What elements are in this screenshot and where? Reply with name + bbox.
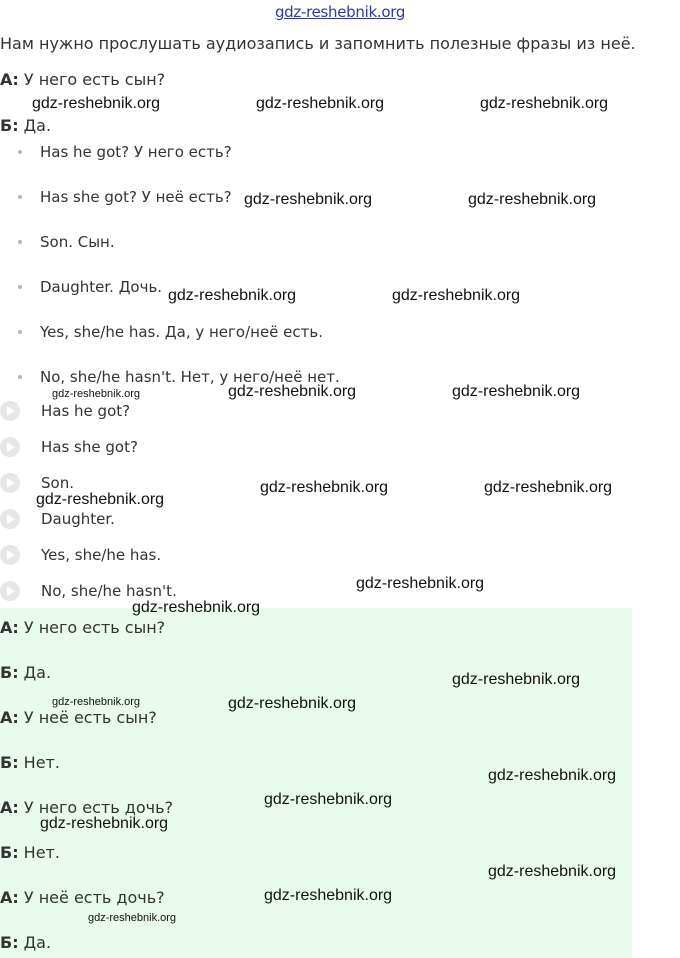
watermark: gdz-reshebnik.org [264, 791, 393, 808]
watermark: gdz-reshebnik.org [40, 815, 169, 832]
play-icon[interactable] [0, 509, 20, 529]
play-icon[interactable] [0, 545, 20, 565]
dialog-text: Да. [18, 116, 52, 135]
watermark: gdz-reshebnik.org [52, 388, 141, 400]
watermark: gdz-reshebnik.org [452, 671, 581, 688]
speaker-label: А: [0, 708, 19, 727]
audio-item [0, 401, 300, 423]
dialog-text: Да. [18, 933, 52, 952]
bullet-icon [18, 375, 22, 379]
watermark: gdz-reshebnik.org [228, 383, 357, 400]
bullet-icon [18, 285, 22, 289]
phrase-list-item [18, 188, 232, 206]
phrase-text: Has she got? У неё есть? [40, 188, 232, 206]
site-header-link[interactable]: gdz-reshebnik.org [274, 3, 406, 21]
dialog-text: Нет. [18, 753, 60, 772]
phrase-list-item [18, 143, 232, 161]
play-icon[interactable] [0, 437, 20, 457]
dialog-line [0, 708, 157, 727]
dialog-line [0, 618, 165, 637]
watermark: gdz-reshebnik.org [488, 767, 617, 784]
dialog-text: Да. [18, 663, 52, 682]
dialog-line [0, 663, 51, 682]
audio-label: Son. [41, 474, 74, 492]
dialog-text: У него есть дочь? [18, 798, 173, 817]
speaker-label: Б: [0, 753, 19, 772]
watermark: gdz-reshebnik.org [228, 695, 357, 712]
dialog-text: У него есть сын? [18, 618, 166, 637]
watermark: gdz-reshebnik.org [356, 575, 485, 592]
speaker-label: Б: [0, 843, 19, 862]
phrase-list-item [18, 323, 323, 341]
dialog-text: У него есть сын? [18, 70, 166, 89]
audio-label: Daughter. [41, 510, 115, 528]
top-dialog-line [0, 70, 165, 89]
intro-text: Нам нужно прослушать аудиозапись и запомнить полезные фразы из неё. [0, 34, 636, 53]
dialog-text: У неё есть сын? [18, 708, 157, 727]
play-icon[interactable] [0, 473, 20, 493]
watermark: gdz-reshebnik.org [256, 95, 385, 112]
phrase-text: No, she/he hasn't. Нет, у него/неё нет. [40, 368, 340, 386]
bullet-icon [18, 195, 22, 199]
dialog-line [0, 843, 60, 862]
watermark: gdz-reshebnik.org [32, 95, 161, 112]
phrase-text: Yes, she/he has. Да, у него/неё есть. [40, 323, 324, 341]
audio-item [0, 437, 300, 459]
dialog-line [0, 888, 165, 907]
play-icon[interactable] [0, 581, 20, 601]
speaker-label: Б: [0, 663, 19, 682]
phrase-text: Has he got? У него есть? [40, 143, 232, 161]
top-dialog-line [0, 116, 51, 135]
speaker-label: А: [0, 618, 19, 637]
watermark: gdz-reshebnik.org [480, 95, 609, 112]
dialog-text: Нет. [18, 843, 60, 862]
watermark: gdz-reshebnik.org [452, 383, 581, 400]
audio-label: Yes, she/he has. [41, 546, 162, 564]
speaker-label: А: [0, 888, 19, 907]
bullet-icon [18, 150, 22, 154]
speaker-label: А: [0, 70, 19, 89]
watermark: gdz-reshebnik.org [52, 696, 141, 708]
phrase-text: Daughter. Дочь. [40, 278, 163, 296]
audio-label: Has she got? [41, 438, 138, 456]
watermark: gdz-reshebnik.org [488, 863, 617, 880]
audio-label: No, she/he hasn't. [41, 582, 177, 600]
play-icon[interactable] [0, 401, 20, 421]
audio-item [0, 545, 300, 567]
watermark: gdz-reshebnik.org [484, 479, 613, 496]
audio-item [0, 509, 300, 531]
speaker-label: А: [0, 798, 19, 817]
watermark: gdz-reshebnik.org [132, 599, 261, 616]
speaker-label: Б: [0, 116, 19, 135]
dialog-text: У неё есть дочь? [18, 888, 165, 907]
phrase-list-item [18, 233, 115, 251]
bullet-icon [18, 240, 22, 244]
watermark: gdz-reshebnik.org [392, 287, 521, 304]
audio-label: Has he got? [41, 402, 131, 420]
watermark: gdz-reshebnik.org [244, 191, 373, 208]
watermark: gdz-reshebnik.org [168, 287, 297, 304]
watermark: gdz-reshebnik.org [36, 491, 165, 508]
dialog-line [0, 933, 51, 952]
phrase-text: Son. Сын. [40, 233, 115, 251]
watermark: gdz-reshebnik.org [264, 887, 393, 904]
speaker-label: Б: [0, 933, 19, 952]
watermark: gdz-reshebnik.org [468, 191, 597, 208]
phrase-list-item [18, 278, 162, 296]
watermark: gdz-reshebnik.org [88, 912, 177, 924]
watermark: gdz-reshebnik.org [260, 479, 389, 496]
dialog-line [0, 753, 60, 772]
bullet-icon [18, 330, 22, 334]
